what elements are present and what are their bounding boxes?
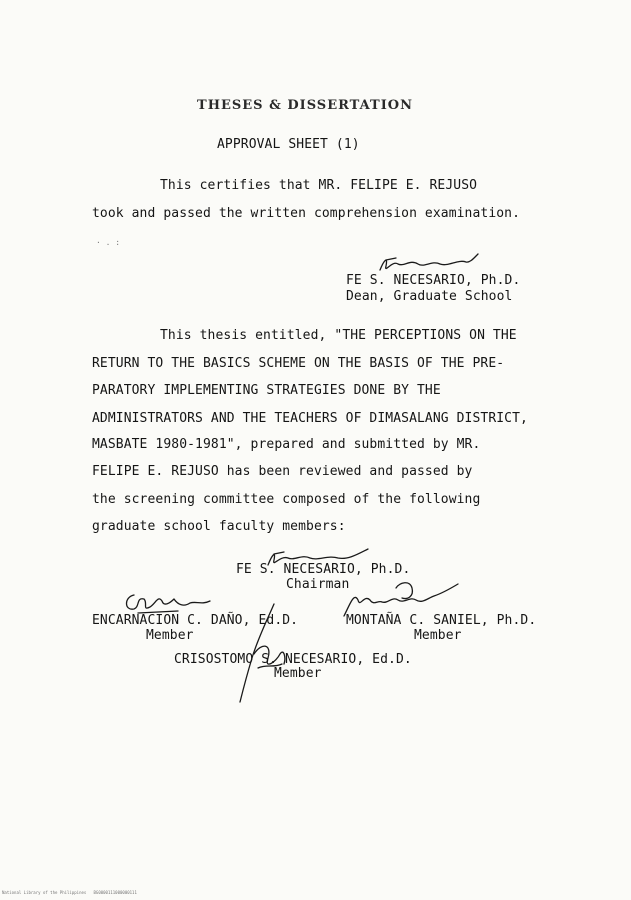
body-line-8: graduate school faculty members: bbox=[92, 519, 346, 534]
dean-title: Dean, Graduate School bbox=[346, 289, 513, 304]
member2-role: Member bbox=[414, 628, 462, 643]
theses-dissertation-stamp: THESES & DISSERTATION bbox=[197, 98, 413, 113]
body-line-4: ADMINISTRATORS AND THE TEACHERS OF DIMASALANG DISTRICT, bbox=[92, 411, 528, 426]
scan-footer: National Library of the Philippines BG0000111000000111 bbox=[2, 890, 137, 895]
body-line-5: MASBATE 1980-1981", prepared and submitted by MR. bbox=[92, 437, 481, 452]
certification-line-2: took and passed the written comprehension examination. bbox=[92, 206, 521, 221]
body-line-1: This thesis entitled, "THE PERCEPTIONS ON THE bbox=[160, 328, 517, 343]
body-line-3: PARATORY IMPLEMENTING STRATEGIES DONE BY THE bbox=[92, 383, 441, 398]
member2-name: MONTAÑA C. SANIEL, Ph.D. bbox=[346, 613, 537, 628]
member3-role: Member bbox=[274, 666, 322, 681]
member1-name: ENCARNACION C. DAÑO, Ed.D. bbox=[92, 613, 299, 628]
chairman-role: Chairman bbox=[286, 577, 350, 592]
certification-line-1: This certifies that MR. FELIPE E. REJUSO bbox=[160, 178, 478, 193]
body-line-2: RETURN TO THE BASICS SCHEME ON THE BASIS OF THE PRE- bbox=[92, 356, 505, 371]
scan-specks: · . : bbox=[96, 238, 121, 247]
member1-role: Member bbox=[146, 628, 194, 643]
body-line-6: FELIPE E. REJUSO has been reviewed and passed by bbox=[92, 464, 473, 479]
body-line-7: the screening committee composed of the following bbox=[92, 492, 481, 507]
chairman-name: FE S. NECESARIO, Ph.D. bbox=[236, 562, 411, 577]
dean-name: FE S. NECESARIO, Ph.D. bbox=[346, 273, 521, 288]
approval-sheet-title: APPROVAL SHEET (1) bbox=[217, 137, 360, 152]
member3-name: CRISOSTOMO S. NECESARIO, Ed.D. bbox=[174, 652, 412, 667]
